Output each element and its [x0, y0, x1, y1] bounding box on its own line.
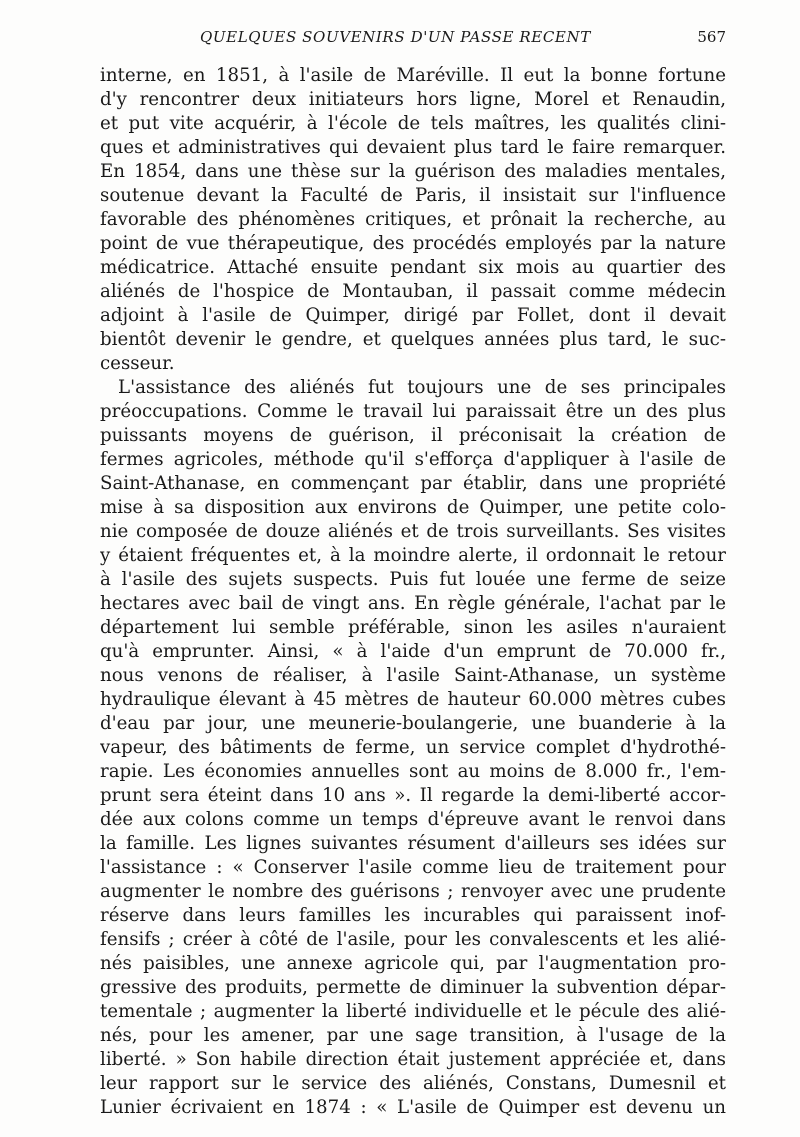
- text-line: point de vue thérapeutique, des procédés employés par la nature: [100, 233, 726, 254]
- text-line: département lui semble préférable, sinon les asiles n'auraient: [100, 617, 726, 638]
- page-number: 567: [697, 28, 726, 46]
- text-line: la famille. Les lignes suivantes résument d'ailleurs ses idées sur: [100, 833, 726, 854]
- text-line: liberté. » Son habile direction était justement appréciée et, dans: [100, 1049, 726, 1070]
- text-line: vapeur, des bâtiments de ferme, un service complet d'hydrothé-: [100, 737, 726, 758]
- text-line: bientôt devenir le gendre, et quelques années plus tard, le suc-: [100, 329, 726, 350]
- page-header: [100, 28, 726, 54]
- text-line: leur rapport sur le service des aliénés, Constans, Dumesnil et: [100, 1073, 726, 1094]
- text-line: nous venons de réaliser, à l'asile Saint-Athanase, un système: [100, 665, 726, 686]
- text-line: gressive des produits, permette de diminuer la subvention dépar-: [100, 977, 726, 998]
- text-line: nie composée de douze aliénés et de trois surveillants. Ses visites: [100, 521, 726, 542]
- text-line: puissants moyens de guérison, il préconisait la création de: [100, 425, 726, 446]
- text-line: qu'à emprunter. Ainsi, « à l'aide d'un emprunt de 70.000 fr.,: [100, 641, 726, 662]
- text-line: rapie. Les économies annuelles sont au moins de 8.000 fr., l'em-: [100, 761, 726, 782]
- text-line: prunt sera éteint dans 10 ans ». Il regarde la demi-liberté accor-: [100, 785, 726, 806]
- text-line: y étaient fréquentes et, à la moindre alerte, il ordonnait le retour: [100, 545, 726, 566]
- text-line: nés, pour les amener, par une sage transition, à l'usage de la: [100, 1025, 726, 1046]
- text-line: dée aux colons comme un temps d'épreuve avant le renvoi dans: [100, 809, 726, 830]
- text-line: fensifs ; créer à côté de l'asile, pour les convalescents et les alié-: [100, 929, 726, 950]
- text-line: à l'asile des sujets suspects. Puis fut louée une ferme de seize: [100, 569, 726, 590]
- running-title: QUELQUES SOUVENIRS D'UN PASSE RECENT: [200, 28, 591, 46]
- text-line: préoccupations. Comme le travail lui paraissait être un des plus: [100, 401, 726, 422]
- text-line: Lunier écrivaient en 1874 : « L'asile de Quimper est devenu un: [100, 1097, 726, 1118]
- text-line: L'assistance des aliénés fut toujours une de ses principales: [118, 377, 726, 398]
- text-line: soutenue devant la Faculté de Paris, il insistait sur l'influence: [100, 185, 726, 206]
- text-line: aliénés de l'hospice de Montauban, il passait comme médecin: [100, 281, 726, 302]
- text-line: En 1854, dans une thèse sur la guérison des maladies mentales,: [100, 161, 726, 182]
- text-line: d'y rencontrer deux initiateurs hors ligne, Morel et Renaudin,: [100, 89, 726, 110]
- text-line: hectares avec bail de vingt ans. En règle générale, l'achat par le: [100, 593, 726, 614]
- text-line: adjoint à l'asile de Quimper, dirigé par Follet, dont il devait: [100, 305, 726, 326]
- text-line: d'eau par jour, une meunerie-boulangerie, une buanderie à la: [100, 713, 726, 734]
- text-line: cesseur.: [100, 353, 175, 374]
- text-line: Saint-Athanase, en commençant par établir, dans une propriété: [100, 473, 726, 494]
- text-line: l'assistance : « Conserver l'asile comme lieu de traitement pour: [100, 857, 726, 878]
- text-line: ques et administratives qui devaient plus tard le faire remarquer.: [100, 137, 726, 158]
- text-line: réserve dans leurs familles les incurables qui paraissent inof-: [100, 905, 726, 926]
- text-line: hydraulique élevant à 45 mètres de hauteur 60.000 mètres cubes: [100, 689, 726, 710]
- text-line: favorable des phénomènes critiques, et prônait la recherche, au: [100, 209, 726, 230]
- text-line: et put vite acquérir, à l'école de tels maîtres, les qualités clini-: [100, 113, 726, 134]
- text-line: fermes agricoles, méthode qu'il s'efforça d'appliquer à l'asile de: [100, 449, 726, 470]
- text-line: nés paisibles, une annexe agricole qui, par l'augmentation pro-: [100, 953, 726, 974]
- text-line: tementale ; augmenter la liberté individuelle et le pécule des alié-: [100, 1001, 726, 1022]
- text-line: médicatrice. Attaché ensuite pendant six mois au quartier des: [100, 257, 726, 278]
- text-line: mise à sa disposition aux environs de Quimper, une petite colo-: [100, 497, 726, 518]
- body-text: [100, 64, 726, 1120]
- text-line: augmenter le nombre des guérisons ; renvoyer avec une prudente: [100, 881, 726, 902]
- text-line: interne, en 1851, à l'asile de Maréville. Il eut la bonne fortune: [100, 65, 726, 86]
